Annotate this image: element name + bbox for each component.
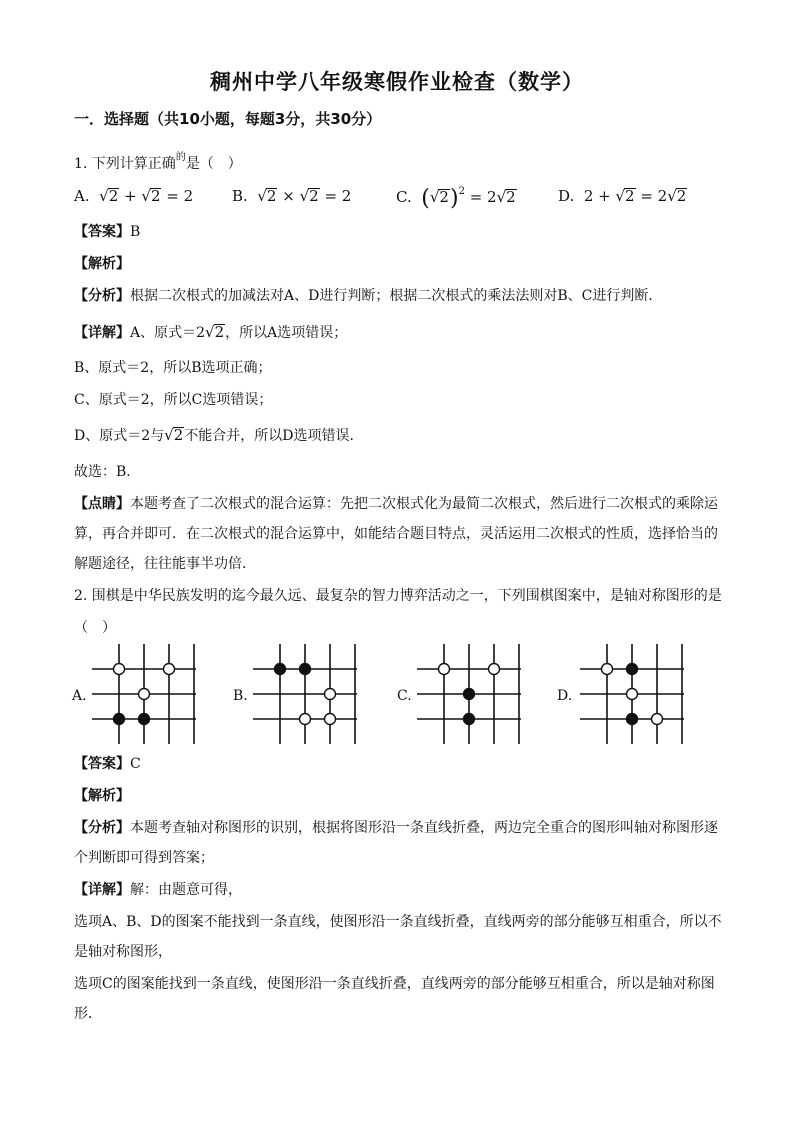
radical-sign: √ xyxy=(164,426,174,444)
equals: = 2 xyxy=(319,187,352,205)
dianjing-text: 本题考查了二次根式的混合运算：先把二次根式化为最简二次根式，然后进行二次根式的乘除运 xyxy=(130,496,718,512)
radicand: 2 xyxy=(266,187,277,205)
q2-fenxi-1 xyxy=(74,818,718,838)
q2-option-a-label: A. xyxy=(72,688,87,704)
option-label: C. xyxy=(396,188,412,206)
q1-stem-sup: 的 xyxy=(175,152,186,163)
equals: = 2 xyxy=(635,187,668,205)
q2-option-b-label: B. xyxy=(233,688,248,704)
q1-dianjing-3: 解题途径，往往能事半功倍． xyxy=(74,556,256,572)
term: 2 + xyxy=(583,187,616,205)
go-board-d xyxy=(580,644,684,744)
radical-sign: √ xyxy=(257,187,267,205)
q1-stem-end: 是（ ） xyxy=(185,156,242,172)
white-stone xyxy=(439,664,450,675)
radicand: 2 xyxy=(173,426,184,444)
radical-sign: √ xyxy=(496,188,507,206)
q2-stem-1: 2. 围棋是中华民族发明的迄今最久远、最复杂的智力博弈活动之一，下列围棋图案中，是轴对称图形的是 xyxy=(74,588,722,604)
fenxi-text: 本题考查轴对称图形的识别，根据将图形沿一条直线折叠，两边完全重合的图形叫轴对称图形逐 xyxy=(130,820,718,836)
detail-text: 不能合并，所以D选项错误． xyxy=(184,428,364,444)
q2-detail-2: 是轴对称图形， xyxy=(74,944,172,960)
black-stone xyxy=(139,714,150,725)
q2-detail-4: 形． xyxy=(74,1006,102,1022)
q2-stem-2: （ ） xyxy=(74,620,116,636)
q2-analysis-tag: 【解析】 xyxy=(74,788,130,804)
q1-choose: 故选：B． xyxy=(74,464,141,480)
q1-option-d xyxy=(558,186,687,206)
q1-option-c xyxy=(396,182,517,209)
white-stone xyxy=(164,664,175,675)
go-board-a xyxy=(92,644,196,744)
q1-stem xyxy=(74,148,242,174)
q1-detail-b: B、原式＝2，所以B选项正确； xyxy=(74,360,272,376)
answer-value: C xyxy=(130,756,141,772)
black-stone xyxy=(464,689,475,700)
option-label: D. xyxy=(558,187,575,205)
q1-answer xyxy=(74,222,140,242)
q2-option-c-label: C. xyxy=(397,688,412,704)
radicand: 2 xyxy=(309,187,319,205)
white-stone xyxy=(300,714,311,725)
black-stone xyxy=(114,714,125,725)
white-stone xyxy=(652,714,663,725)
option-label: B. xyxy=(232,187,248,205)
radical-sign: √ xyxy=(299,187,310,205)
operator: × xyxy=(277,187,300,205)
q1-option-b xyxy=(232,186,351,206)
radicand: 2 xyxy=(439,188,449,206)
q1-detail-a xyxy=(74,322,347,343)
go-board-b xyxy=(253,644,357,744)
radical-sign: √ xyxy=(141,187,151,205)
radical-sign: √ xyxy=(205,323,215,341)
equals: = 2 xyxy=(464,188,497,206)
black-stone xyxy=(300,664,311,675)
exponent: 2 xyxy=(458,186,465,197)
radical-sign: √ xyxy=(615,187,626,205)
white-stone xyxy=(325,714,336,725)
paren-close: ) xyxy=(449,186,459,211)
radical-sign: √ xyxy=(429,188,440,206)
black-stone xyxy=(627,714,638,725)
radical-sign: √ xyxy=(99,187,109,205)
q1-dianjing-2: 算，再合并即可．在二次根式的混合运算中，如能结合题目特点，灵活运用二次根式的性质，选择恰当的 xyxy=(74,526,718,542)
q1-analysis-tag: 【解析】 xyxy=(74,256,130,272)
white-stone xyxy=(489,664,500,675)
paren-open: ( xyxy=(421,186,430,211)
q2-fenxi-2: 个判断即可得到答案； xyxy=(74,850,214,866)
radicand: 2 xyxy=(506,188,516,206)
white-stone xyxy=(602,664,613,675)
section-heading: 一．选择题（共10小题，每题3分，共30分） xyxy=(74,110,382,128)
q2-xiangjie xyxy=(74,880,242,900)
detail-text: D、原式＝2与 xyxy=(74,428,165,444)
q1-fenxi xyxy=(74,286,662,306)
answer-tag: 【答案】 xyxy=(74,224,130,240)
q1-detail-c: C、原式＝2，所以C选项错误； xyxy=(74,392,273,408)
fenxi-tag: 【分析】 xyxy=(74,820,130,836)
q2-option-d-label: D. xyxy=(557,688,573,704)
q1-dianjing-1 xyxy=(74,494,718,514)
radicand: 2 xyxy=(625,187,635,205)
black-stone xyxy=(464,714,475,725)
white-stone xyxy=(325,689,336,700)
go-board-c xyxy=(417,644,521,744)
q1-detail-d xyxy=(74,425,363,446)
radical-sign: √ xyxy=(667,187,677,205)
fenxi-tag: 【分析】 xyxy=(74,288,130,304)
radicand: 2 xyxy=(150,187,161,205)
option-label: A. xyxy=(74,187,90,205)
answer-tag: 【答案】 xyxy=(74,756,130,772)
answer-value: B xyxy=(130,224,141,240)
q1-stem-text: 1. 下列计算正确 xyxy=(74,156,176,172)
radicand: 2 xyxy=(108,187,119,205)
radicand: 2 xyxy=(676,187,687,205)
white-stone xyxy=(114,664,125,675)
xiangjie-tag: 【详解】 xyxy=(74,325,130,341)
q2-answer xyxy=(74,754,141,774)
white-stone xyxy=(627,689,638,700)
detail-text: A、原式＝2 xyxy=(130,325,206,341)
operator: + xyxy=(119,187,142,205)
q2-detail-1: 选项A、B、D的图案不能找到一条直线，使图形沿一条直线折叠，直线两旁的部分能够互相重合，所以不 xyxy=(74,914,722,930)
dianjing-tag: 【点睛】 xyxy=(74,496,130,512)
black-stone xyxy=(275,664,286,675)
fenxi-text: 根据二次根式的加减法对A、D进行判断；根据二次根式的乘法法则对B、C进行判断． xyxy=(130,288,663,304)
page-title: 稠州中学八年级寒假作业检查（数学） xyxy=(210,70,584,94)
xiangjie-text: 解：由题意可得， xyxy=(130,882,242,898)
detail-text: ，所以A选项错误； xyxy=(225,325,348,341)
xiangjie-tag: 【详解】 xyxy=(74,882,130,898)
radicand: 2 xyxy=(214,323,225,341)
white-stone xyxy=(139,689,150,700)
equals: = 2 xyxy=(161,187,194,205)
q2-detail-3: 选项C的图案能找到一条直线，使图形沿一条直线折叠，直线两旁的部分能够互相重合，所以是轴对称图 xyxy=(74,976,715,992)
black-stone xyxy=(627,664,638,675)
q1-option-a xyxy=(74,186,193,206)
